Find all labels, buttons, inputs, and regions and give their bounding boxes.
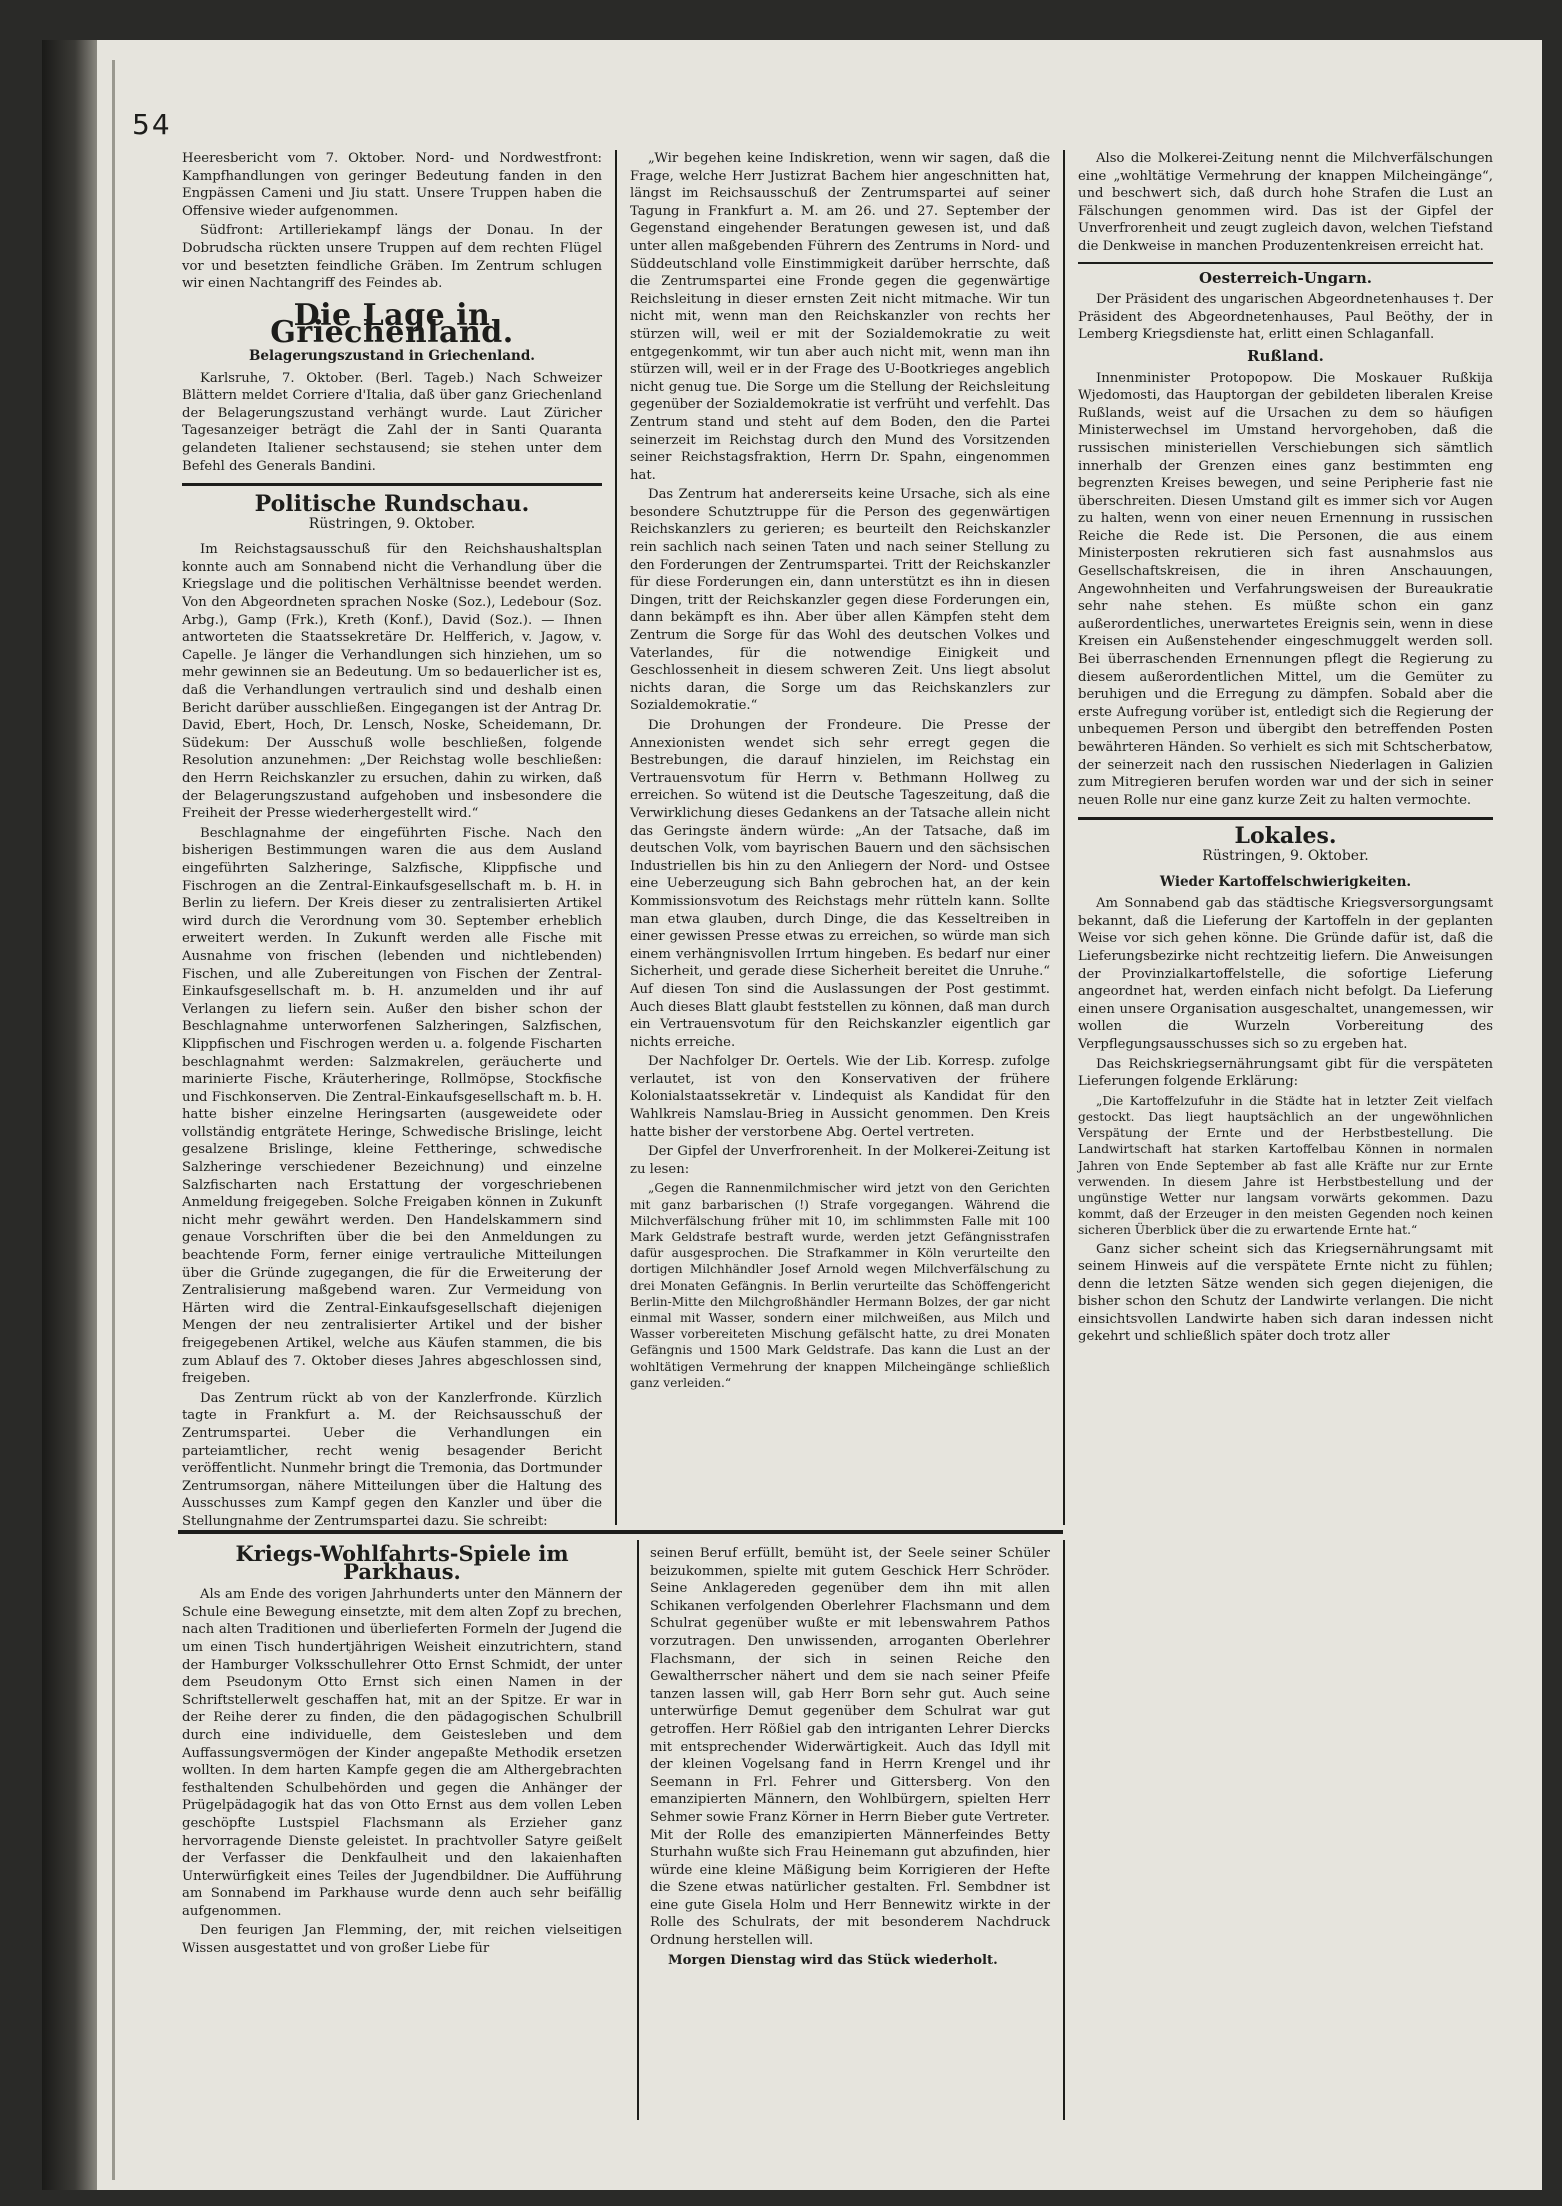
gipfel-intro: Der Gipfel der Unverfrorenheit. In der Molkerei-Zeitung ist zu lesen:: [630, 1144, 1050, 1177]
oesterreich-heading: Oesterreich-Ungarn.: [1198, 268, 1373, 287]
feuilleton-closing: Morgen Dienstag wird das Stück wiederholt.: [668, 1952, 998, 1968]
column-1: [182, 150, 602, 1533]
kartoffel-text-2: Das Reichskriegsernährungsamt gibt für die verspäteten Lieferungen folgende Erklärung:: [1078, 1056, 1493, 1090]
feuilleton-text-3: seinen Beruf erfüllt, bemüht ist, der Seele seiner Schüler beizukommen, spielte mit gutem Geschick Herr Schröder. Seine Anklagereden gegenüber dem ihn mit allen Schikanen verfolgenden Oberlehrer Flachsmann und dem Schulrat gegenüber wußte er mit lebenswahrem Pathos vorzutragen. Den unwissenden, arroganten Oberlehrer Flachsmann, der sich in seinen Reiche den Gewaltherrscher nähert und dem sie nach seiner Pfeife tanzen lassen will, gab Herr Born sehr gut. Auch seine unterwürfige Demut gegenüber dem Schulrat war gut getroffen. Herr Rößiel gab den intriganten Lehrer Diercks mit entsprechender Widerwärtigkeit. Auch das Idyll mit der kleinen Vogelsang fand in Herrn Krengel und ihr Seemann in Frl. Fehrer und Gittersberg. Von den emanzipierten Männern, den Wohlbürgern, spielten Herr Sehmer sowie Franz Körner in Herrn Bieber gute Vertreter. Mit der Rolle des emanzipierten Männerfeindes Betty Sturhahn wußte sich Frau Heinemann gut abzufinden, hier würde eine kleine Mäßigung beim Korrigieren der Hefte die Szene etwas natürlicher gestalten. Frl. Sembdner ist eine gute Gisela Holm und Herr Bennewitz wirkte in der Rolle des Schulrats, der mit besonderem Nachdruck Ordnung herstellen will.: [650, 1546, 1050, 1949]
column-3: [1078, 150, 1493, 1348]
reichstagsausschuss-text: Im Reichstagsausschuß für den Reichshaushaltsplan konnte auch am Sonnabend nicht die Verhandlung über die Kriegslage und die politischen Verhältnisse beendet werden. Von den Abgeordneten sprachen Noske (Soz.), Ledebour (Soz. Arbg.), Gamp (Frk.), Kreth (Konf.), David (Soz.). — Ihnen antworteten die Staatssekretäre Dr. Helfferich, v. Jagow, v. Capelle. Je länger die Verhandlungen sich hinziehen, um so mehr gewinnen sie an Bedeutung. Um so bedauerlicher ist es, daß die Verhandlungen vertraulich sind und deshalb einen Bericht darüber ausschließen. Eingegangen ist der Antrag Dr. David, Ebert, Hoch, Dr. Lensch, Noske, Scheidemann, Dr. Südekum: Der Ausschuß wolle beschließen, folgende Resolution anzunehmen: „Der Reichstag wolle beschließen: den Herrn Reichskanzler zu ersuchen, dahin zu wirken, daß der Belagerungszustand aufgehoben und insbesondere die Freiheit der Presse wiederhergestellt wird.“: [182, 542, 602, 822]
zentrum-text: Das Zentrum rückt ab von der Kanzlerfronde. Kürzlich tagte in Frankfurt a. M. der Reichsausschuß der Zentrumspartei. Ueber die Verhandlungen ein parteiamtlicher, recht wenig besagender Bericht veröffentlicht. Nunmehr bringt die Tremonia, das Dortmunder Zentrumsorgan, nähere Mitteilungen über die Haltung des Ausschusses zum Kampf gegen den Kanzler und über die Stellungnahme der Zentrumspartei dazu. Sie schreibt:: [182, 1390, 602, 1529]
griechenland-heading: Die Lage in Griechenland.: [270, 297, 514, 351]
fische-text: Beschlagnahme der eingeführten Fische. Nach den bisherigen Bestimmungen waren die aus dem Ausland eingeführten Salzheringe, Salzfische, Klippfische und Fischrogen an die Zentral-Einkaufsgesellschaft m. b. H. in Berlin zu liefern. Der Kreis dieser zu zentralisierten Artikel wird durch die Verordnung vom 30. September erheblich erweitert werden. In Zukunft werden alle Fische mit Ausnahme von frischen (lebenden und nichtlebenden) Fischen, und alle Zubereitungen von Fischen der Zentral-Einkaufsgesellschaft m. b. H. anzumelden und ihr auf Verlangen zu liefern sein. Außer den bisher schon der Beschlagnahme unterworfenen Salzheringen, Salzfischen, Klippfischen und Fischrogen werden u. a. folgende Fischarten beschlagnahmt werden: Salzmakrelen, geräucherte und marinierte Fische, Kräuterheringe, Rollmöpse, Stockfische und Fischkonserven. Die Zentral-Einkaufsgesellschaft m. b. H. hatte bisher einzelne Heringsarten (ausgeweidete oder vollständig entgrätete Heringe, Schwedische Brislinge, leicht gesalzene Brislinge, kleine Fettheringe, schwedische Salzheringe verschiedener Bezeichnung) und einzelne Salzfischarten nach Erstattung der vorgeschriebenen Anmeldung freigegeben. Solche Freigaben können in Zukunft nicht mehr gewährt werden. Den Handelskammern sind genaue Vorschriften über die bei den Anmeldungen zu beachtende Form, ferner einige vertrauliche Mitteilungen über die Gründe zugegangen, die für die Erweiterung der Zentralisierung maßgebend waren. Zur Vermeidung von Härten wird die Zentral-Einkaufsgesellschaft diejenigen Mengen der neu zentralisierter Artikel und der bisher freigegebenen Artikel, welche aus Käufen stammen, die bis zum Ablauf des 7. Oktober dieses Jahres abgeschlossen sind, freigeben.: [182, 825, 602, 1387]
kartoffel-text-4: Ganz sicher scheint sich das Kriegsernährungsamt mit seinem Hinweis auf die verspätete Ernte nicht zu fühlen; denn die letzten Sätze wenden sich gegen diejenigen, die bisher schon den Schutz der Landwirte verlangen. Die nicht einsichtsvollen Landwirte haben sich daran indessen nicht gekehrt und schließlich später doch trotz aller: [1078, 1241, 1493, 1345]
russland-text: Innenminister Protopopow. Die Moskauer Rußkija Wjedomosti, das Hauptorgan der gebildeten liberalen Kreise Rußlands, weist auf die Ursachen zu dem so häufigen Ministerwechsel im Umstand hervorgehoben, daß die russischen ministeriellen Verschiebungen sich sämtlich innerhalb der Grenzen eines ganz bestimmten eng begrenzten Kreises bewegen, und seine Peripherie fast nie überschreiten. Diesen Umstand gilt es immer sich vor Augen zu halten, wenn von einer neuen Ernennung in russischen Reiche die Rede ist. Die Personen, die aus einem Ministerposten rekrutieren sich fast ausnahmslos aus Gesellschaftskreisen, die in ihren Anschauungen, Angewohnheiten und Verfahrungsweisen der Bureaukratie sehr nahe stehen. Es müßte schon ein ganz außerordentliches, unerwartetes Ereignis sein, wenn in diese Kreisen ein Außenstehender eingeschmuggelt werden soll. Bei überraschenden Ernennungen pflegt die Regierung zu diesem außerordentlichen Mittel, um die Gemüter zu beruhigen und die Erregung zu dämpfen. Sobald aber die erste Aufregung vorüber ist, entledigt sich die Regierung der unbequemen Person und übergibt den betreffenden Posten bewährteren Händen. So verhielt es sich mit Schtscherbatow, der seinerzeit nach den russischen Niederlagen in Galizien zum Mitregieren berufen worden war und der sich in seiner neuen Rolle nur eine ganz kurze Zeit zu halten vermochte.: [1078, 370, 1493, 808]
rundschau-dateline: Rüstringen, 9. Oktober.: [308, 515, 476, 532]
kartoffel-subheading: Wieder Kartoffelschwierigkeiten.: [1159, 873, 1412, 890]
feuilleton-text-1: Als am Ende des vorigen Jahrhunderts unter den Männern der Schule eine Bewegung einsetzte, mit dem alten Zopf zu brechen, nach alten Traditionen und überlieferten Formeln der Jugend die um einen Tisch hundertjährigen Weisheit einzutrichtern, stand der Hamburger Volksschullehrer Otto Ernst Schmidt, der unter dem Pseudonym Otto Ernst sich einen Namen in der Schriftstellerwelt geschaffen hat, mit an der Spitze. Er war in der Reihe derer zu finden, die den pädagogischen Schulbrill durch eine individuelle, dem Geistesleben und dem Auffassungsvermögen der Kinder angepaßte Methodik ersetzen wollten. In dem harten Kampfe gegen die am Althergebrachten festhaltenden Schulbehörden und gegen die Anhänger der Prügelpädagogik hat das von Otto Ernst aus dem vollen Leben geschöpfte Lustspiel Flachsmann als Erzieher ganz hervorragende Dienste geleistet. In prachtvoller Satyre geißelt der Verfasser die Denkfaulheit und den lakaienhaften Unterwürfigkeit eines Teiles der Jugendbildner. Die Aufführung am Sonnabend im Parkhause wurde denn auch sehr beifällig aufgenommen.: [182, 1587, 622, 1919]
gipfel-quote: „Gegen die Rannenmilchmischer wird jetzt von den Gerichten mit ganz barbarischen (!) Strafe vorgegangen. Während die Milchverfälschung früher mit 10, im schlimmsten Falle mit 100 Mark Geldstrafe bestraft wurde, werden jetzt Gefängnisstrafen dafür ausgesprochen. Die Strafkammer in Köln verurteilte den dortigen Milchhändler Josef Arnold wegen Milchverfälschung zu drei Monaten Gefängnis. In Berlin verurteilte das Schöffengericht Berlin-Mitte den Milchgroßhändler Hermann Bolzes, der gar nicht einmal mit Wasser, sondern einer milchweißen, aus Milch und Wasser vorbereiteten Mischung gefälscht hatte, zu drei Monaten Gefängnis und 1500 Mark Geldstrafe. Das kann die Lust an der wohltätigen Vermehrung der knappen Milcheingänge schließlich ganz verleiden.“: [630, 1181, 1050, 1390]
feuilleton-text-2: Den feurigen Jan Flemming, der, mit reichen vielseitigen Wissen ausgestattet und von großer Liebe für: [182, 1923, 622, 1957]
feuilleton-right: [650, 1545, 1050, 1971]
russland-heading: Rußland.: [1247, 346, 1324, 365]
suedfront: Südfront: Artilleriekampf längs der Donau. In der Dobrudscha rückten unsere Truppen auf dem rechten Flügel vor und besetzten feindliche Gräben. Im Zentrum schlugen wir einen Nachtangriff des Feindes ab.: [182, 223, 602, 292]
column-rule: [615, 150, 617, 1525]
page-number: 54: [132, 108, 172, 141]
column-rule: [637, 1540, 639, 2120]
rundschau-heading: Politische Rundschau.: [254, 491, 530, 518]
lokales-dateline: Rüstringen, 9. Oktober.: [1202, 847, 1369, 864]
section-rule: [1078, 262, 1493, 264]
book-binding: [42, 40, 97, 2190]
heeresbericht: Heeresbericht vom 7. Oktober. Nord- und Nordwestfront: Kampfhandlungen von geringer Bedeutung fanden in den Engpässen Cameni und Jiu statt. Unsere Truppen haben die Offensive wieder aufgenommen.: [182, 151, 602, 219]
lokales-heading: Lokales.: [1234, 823, 1337, 850]
section-rule: [1078, 817, 1493, 820]
kartoffel-text-1: Am Sonnabend gab das städtische Kriegsversorgungsamt bekannt, daß die Lieferung der Kartoffeln in der geplanten Weise vor sich gehen könne. Die Gründe dafür ist, daß die Lieferungsbezirke nicht rechtzeitig liefern. Die Anweisungen der Provinzialkartoffelstelle, die sofortige Lieferung angeordnet hat, werden einfach nicht befolgt. Da Lieferung einen unsere Organisation ausgeschaltet, unangemessen, wir wollen die Wurzeln Vorbereitung des Verpflegungsausschusses sich so zu ergeben hat.: [1078, 896, 1493, 1052]
zentrum-quote-2: Das Zentrum hat andererseits keine Ursache, sich als eine besondere Schutztruppe für die Person des gegenwärtigen Reichskanzlers zu gerieren; es beurteilt den Reichskanzler rein sachlich nach seinen Taten und nach seiner Stellung zu den Forderungen der Zentrumspartei. Tritt der Reichskanzler für diese Forderungen ein, dann unterstützt es ihn in diesen Dingen, tritt der Reichskanzler gegen diese Forderungen ein, dann bekämpft es ihn. Aber über allen Kämpfen steht dem Zentrum die Sorge für das Wohl des deutschen Volkes und Vaterlandes, für die notwendige Einigkeit und Geschlossenheit in diesem schweren Zeit. Uns liegt absolut nichts daran, die Sorge um das Reichskanzlers zur Sozialdemokratie.“: [630, 487, 1050, 714]
zentrum-quote-1: „Wir begehen keine Indiskretion, wenn wir sagen, daß die Frage, welche Herr Justizrat Bachem hier angeschnitten hat, längst im Reichsausschuß der Zentrumspartei auf seiner Tagung in Frankfurt a. M. am 26. und 27. September der Gegenstand eingehender Beratungen gewesen ist, und daß unter allen maßgebenden Führern des Zentrums in Nord- und Süddeutschland volle Einstimmigkeit darüber herrschte, daß die Zentrumspartei eine Fronde gegen die gegenwärtige Reichsleitung in dieser ernsten Zeit nicht mitmache. Wir tun nicht mit, wenn man den Reichskanzler von rechts her stürzen will, weil er mit der Sozialdemokratie zu weit entgegenkommt, wir tun aber auch nicht mit, wenn man ihn stürzen will, weil er in der Frage des U-Bootkrieges angeblich nicht genug tue. Die Sorge um die Stellung der Reichsleitung gegenüber der Sozialdemokratie ist verfrüht und verfehlt. Das Zentrum stand und steht auf dem Boden, den die Partei seinerzeit im Reichstag durch den Mund des Vorsitzenden seiner Reichstagsfraktion, Herrn Dr. Spahn, eingenommen hat.: [630, 151, 1050, 483]
frondeure-text: Die Drohungen der Frondeure. Die Presse der Annexionisten wendet sich sehr erregt gegen die Bestrebungen, die darauf hinzielen, im Reichstag ein Vertrauensvotum für Herrn v. Bethmann Hollweg zu erreichen. So wütend ist die Deutsche Tageszeitung, daß die Verwirklichung dieses Gedankens an der Tatsache allein nicht das Geringste ändern würde: „An der Tatsache, daß im deutschen Volk, vom bayrischen Bauern und den sächsischen Industriellen bis hin zu den Anliegern der Nord- und Ostsee eine Ueberzeugung sich Bahn gebrochen hat, an der kein Kommissionsvotum des Reichstags mehr rütteln kann. Sollte man etwa glauben, durch Dinge, die das Kesseltreiben in einer gewissen Presse etwas zu erreichen, so würde man sich einem verhängnisvollen Irrtum hingeben. Es bedarf nur einer Sicherheit, und gerade diese Sicherheit bereitet die Unruhe.“ Auf diesen Ton sind die Auslassungen der Post gestimmt. Auch dieses Blatt glaubt feststellen zu können, daß man durch ein Vertrauensvotum für den Reichskanzler eigentlich gar nichts erreiche.: [630, 718, 1050, 1050]
column-2: [630, 150, 1050, 1393]
belagerung-text: Karlsruhe, 7. Oktober. (Berl. Tageb.) Nach Schweizer Blättern meldet Corriere d'Italia, daß über ganz Griechenland der Belagerungszustand verhängt wurde. Laut Züricher Tagesanzeiger beträgt die Zahl der in Santi Quaranta gelandeten Italiener sechstausend; sie stehen unter dem Befehl des Generals Bandini.: [182, 370, 602, 474]
oesterreich-text: Der Präsident des ungarischen Abgeordnetenhauses †. Der Präsident des Abgeordnetenhauses, Paul Beöthy, der in Lemberg Kriegsdienste hat, erlitt einen Schlaganfall.: [1078, 292, 1493, 343]
column-rule: [1063, 150, 1065, 1525]
kartoffel-quote: „Die Kartoffelzufuhr in die Städte hat in letzter Zeit vielfach gestockt. Das liegt hauptsächlich an der ungewöhnlichen Verspätung der Ernte und der Herbstbestellung. Die Landwirtschaft hat starken Kartoffelbau Können in normalen Jahren von Ende September ab fast alle Kräfte nur zur Ernte verwenden. In diesem Jahre ist Herbstbestellung und der ungünstige Wetter nur langsam vorwärts gekommen. Dazu kommt, daß der Erzeuger in den meisten Gegenden noch keinen sicheren Überblick über die zu erwartende Ernte hat.“: [1078, 1093, 1493, 1238]
oertel-text: Der Nachfolger Dr. Oertels. Wie der Lib. Korresp. zufolge verlautet, ist von den Konservativen der frühere Kolonialstaatssekretär v. Lindequist als Kandidat für den Wahlkreis Namslau-Brieg in Aussicht genommen. Den Kreis hatte bisher der verstorbene Abg. Oertel vertreten.: [630, 1054, 1050, 1140]
feuilleton-left: [182, 1541, 622, 1960]
column-rule: [1063, 1540, 1065, 2120]
feuilleton-heading: Kriegs-Wohlfahrts-Spiele im Parkhaus.: [235, 1541, 569, 1584]
section-rule: [182, 483, 602, 486]
belagerung-subheading: Belagerungszustand in Griechenland.: [249, 347, 535, 364]
molkerei-comment: Also die Molkerei-Zeitung nennt die Milchverfälschungen eine „wohltätige Vermehrung der knappen Milcheingänge“, und beschwert sich, daß durch hohe Strafen die Lust an Fälschungen genommen wird. Das ist der Gipfel der Unverfrorenheit und zeugt zugleich davon, welchen Tiefstand die Denkweise in manchen Produzentenkreisen erreicht hat.: [1078, 151, 1493, 254]
